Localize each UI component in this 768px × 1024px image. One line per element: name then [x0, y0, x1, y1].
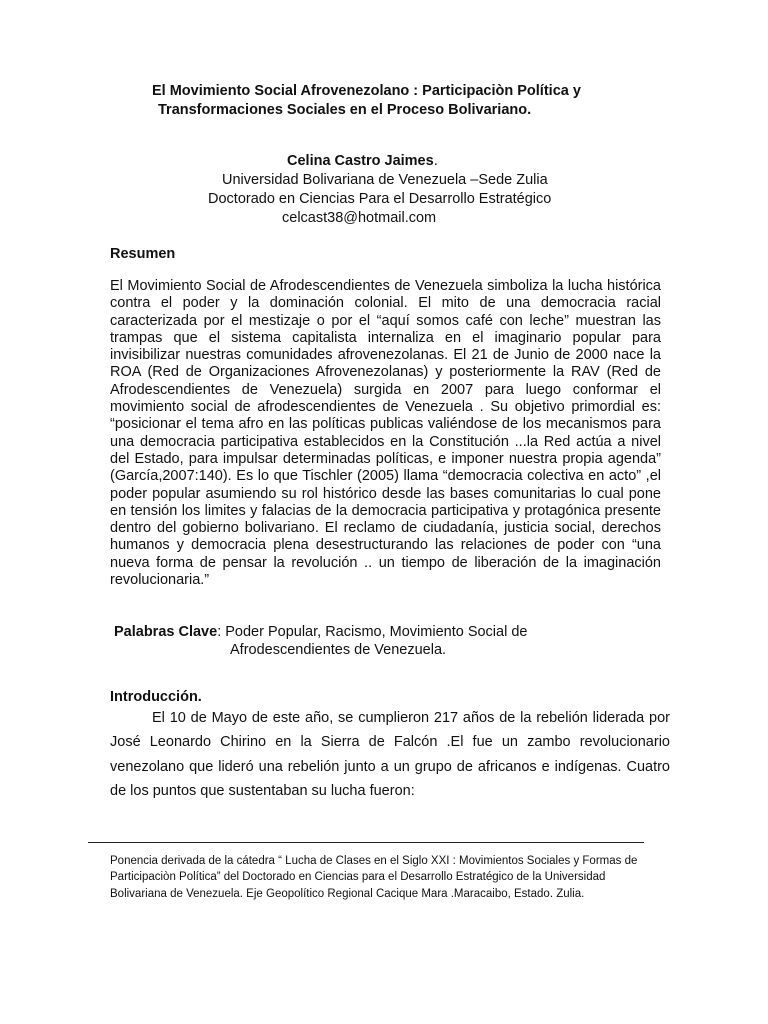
author-name: Celina Castro Jaimes	[287, 153, 434, 169]
footnote-separator	[88, 842, 644, 843]
author-email: celcast38@hotmail.com	[282, 210, 437, 226]
keywords-line-2: Afrodescendientes de Venezuela.	[230, 641, 447, 658]
paper-title-line-1: El Movimiento Social Afrovenezolano : Participaciòn Política y	[152, 83, 581, 99]
introduction-heading: Introducción.	[110, 689, 202, 705]
keywords-block	[114, 624, 674, 659]
footnote-text: Ponencia derivada de la cátedra “ Lucha de Clases en el Siglo XXI : Movimientos Sociales y Formas de Participaciòn Política” del Doctorado en Ciencias para el Desarrollo Estratégico de la Universidad Bolivariana de Venezuela. Eje Geopolítico Regional Cacique Mara .Maracaibo, Estado. Zulia.	[110, 855, 638, 900]
introduction-paragraph	[110, 706, 670, 803]
author-program: Doctorado en Ciencias Para el Desarrollo Estratégico	[208, 191, 552, 207]
author-name-line	[287, 152, 438, 171]
keywords-line-1: Poder Popular, Racismo, Movimiento Social de	[221, 624, 528, 640]
author-university: Universidad Bolivariana de Venezuela –Sede Zulia	[222, 172, 548, 188]
abstract-heading: Resumen	[110, 246, 176, 262]
paper-title	[152, 82, 672, 120]
keywords-separator: :	[217, 624, 222, 640]
abstract-text: El Movimiento Social de Afrodescendientes de Venezuela simboliza la lucha histórica contra el poder y la dominación colonial. El mito de una democracia racial caracterizada por el mestizaje o por el “aquí somos café con leche” muestran las trampas que el sistema capitalista internaliza en el imaginario popular para invisibilizar nuestras comunidades afrovenezolanas. El 21 de Junio de 2000 nace la ROA (Red de Organizaciones Afrovenezolanas) y posteriormente la RAV (Red de Afrodescendientes de Venezuela) surgida en 2007 para luego conformar el movimiento social de afrodescendientes de Venezuela . Su objetivo primordial es: “posicionar el tema afro en las políticas publicas valiéndose de los mecanismos para una democracia participativa establecidos en la Constitución ...la Red actúa a nivel del Estado, para impulsar determinadas políticas, e imponer nuestra propia agenda” (García,2007:140). Es lo que Tischler (2005) llama “democracia colectiva en acto” ,el poder popular asumiendo su rol histórico desde las bases comunitarias lo cual pone en tensión los limites y falacias de la democracia participativa y protagónica presente dentro del gobierno bolivariano. El reclamo de ciudadanía, justicia social, derechos humanos y democracia plena desestructurando las relaciones de poder con “una nueva forma de pensar la revolución .. un tiempo de liberación de la imaginación revolucionaria.”	[110, 278, 661, 589]
paper-title-line-2: Transformaciones Sociales en el Proceso Bolivariano.	[158, 102, 532, 118]
keywords-label: Palabras Clave	[114, 624, 218, 640]
author-name-period: .	[433, 153, 438, 169]
introduction-text: El 10 de Mayo de este año, se cumplieron 217 años de la rebelión liderada por José Leonardo Chirino en la Sierra de Falcón .El fue un zambo revolucionario venezolano que lideró una rebelión junto a un grupo de africanos e indígenas. Cuatro de los puntos que sustentaban su lucha fueron:	[110, 710, 670, 799]
